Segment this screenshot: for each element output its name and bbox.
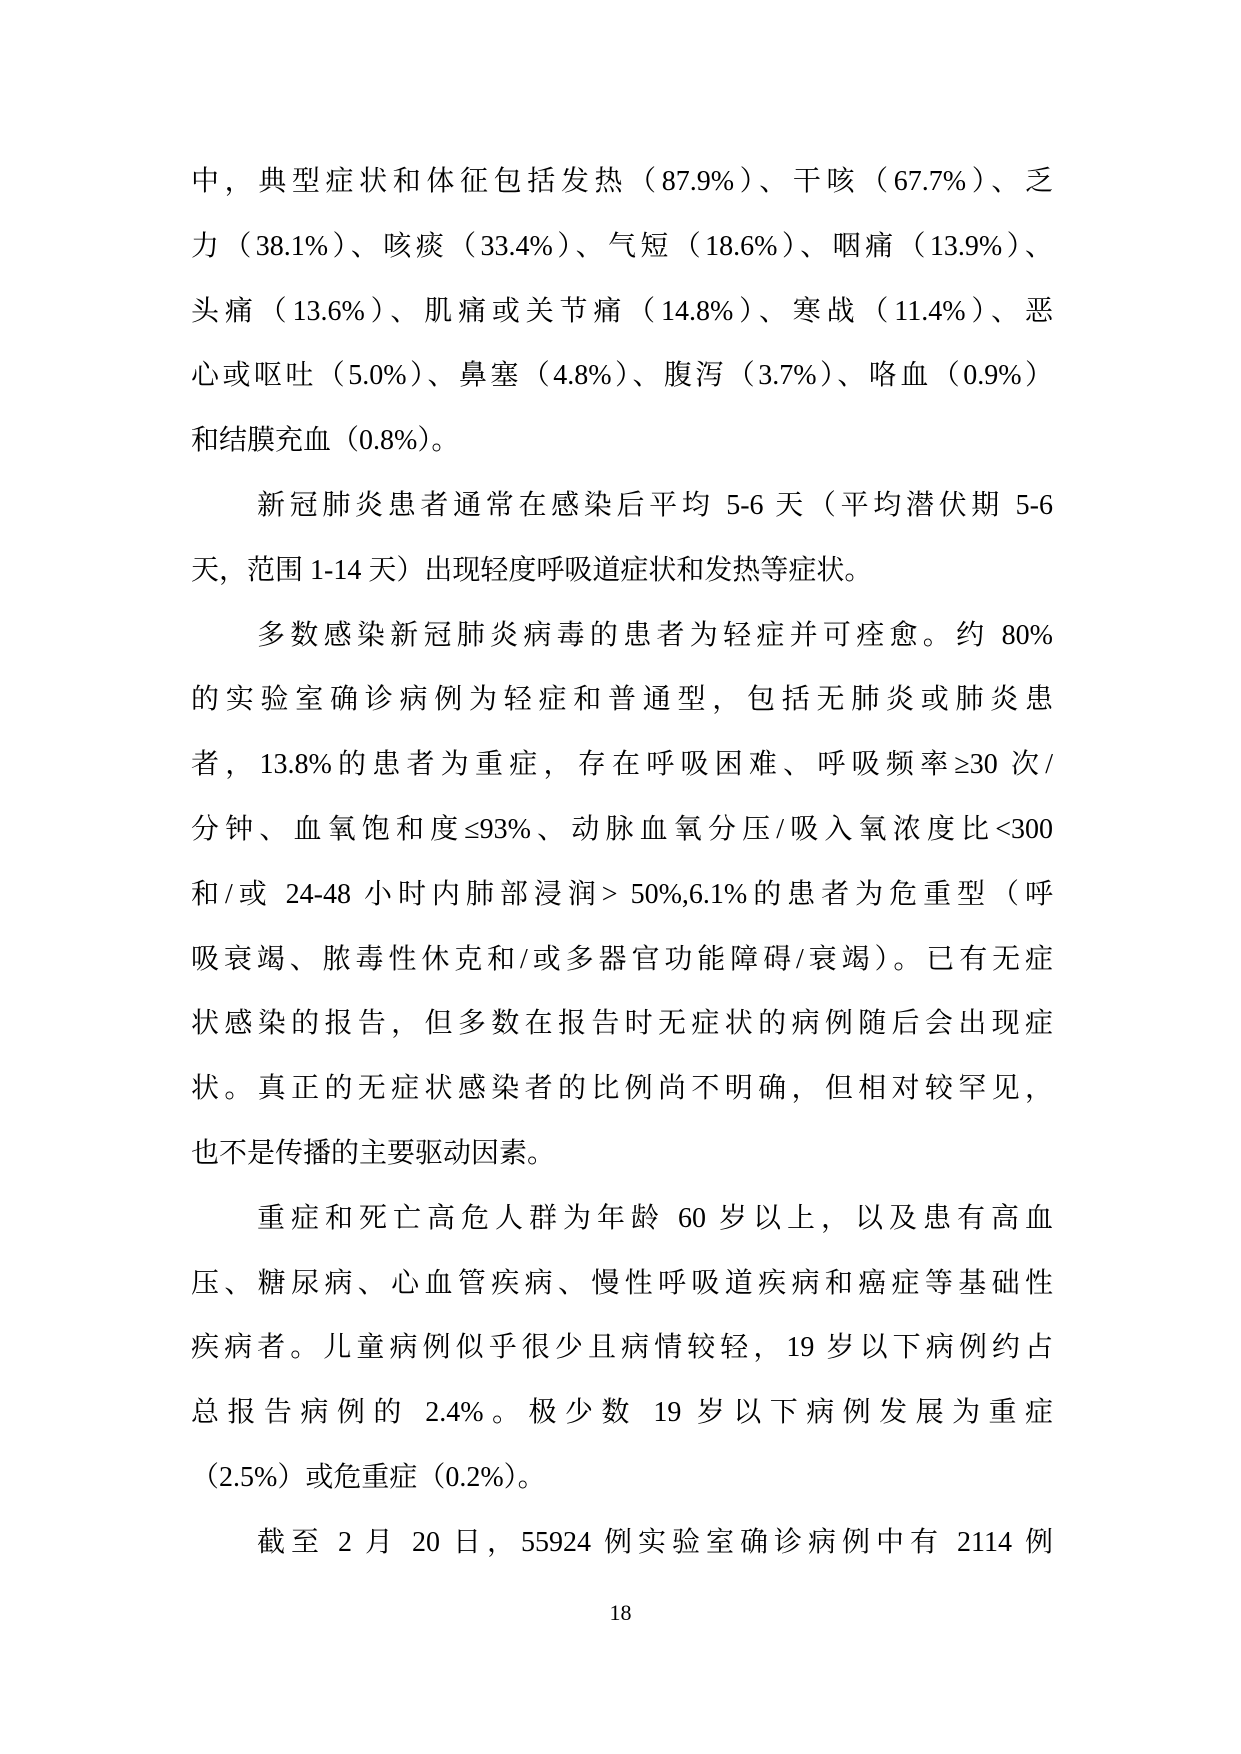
text-line: 状。真正的无症状感染者的比例尚不明确，但相对较罕见， [191,1073,1053,1105]
paragraph [191,1511,1053,1576]
text-line: 力（38.1%）、咳痰（33.4%）、气短（18.6%）、咽痛（13.9%）、 [191,230,1053,262]
paragraph [191,150,1053,474]
text-line: 总报告病例的 2.4%。极少数 19 岁以下病例发展为重症 [191,1397,1053,1429]
text-line: 多数感染新冠肺炎病毒的患者为轻症并可痊愈。约 80% [257,619,1053,651]
paragraph [191,474,1053,604]
text-line: 者，13.8%的患者为重症，存在呼吸困难、呼吸频率≥30 次/ [191,749,1053,781]
text-line: 心或呕吐（5.0%）、鼻塞（4.8%）、腹泻（3.7%）、咯血（0.9%） [191,360,1053,392]
text-line: 和/或 24-48 小时内肺部浸润> 50%,6.1%的患者为危重型（呼 [191,878,1053,910]
text-line: 重症和死亡高危人群为年龄 60 岁以上，以及患有高血 [257,1202,1053,1234]
text-line: 状感染的报告，但多数在报告时无症状的病例随后会出现症 [191,1008,1053,1040]
page-number: 18 [609,1600,632,1625]
text-line: 中，典型症状和体征包括发热（87.9%）、干咳（67.7%）、乏 [191,166,1053,197]
text-line: 疾病者。儿童病例似乎很少且病情较轻，19 岁以下病例约占 [191,1332,1053,1364]
text-line: 的实验室确诊病例为轻症和普通型，包括无肺炎或肺炎患 [191,684,1053,716]
text-line: 分钟、血氧饱和度≤93%、动脉血氧分压/吸入氧浓度比<300 [191,813,1053,845]
text-line: 和结膜充血（0.8%）。 [191,425,460,457]
text-line: （2.5%）或危重症（0.2%）。 [191,1461,546,1493]
text-line: 压、糖尿病、心血管疾病、慢性呼吸道疾病和癌症等基础性 [191,1267,1053,1299]
text-line: 截至 2 月 20 日，55924 例实验室确诊病例中有 2114 例 [257,1526,1053,1558]
text-line: 天，范围 1-14 天）出现轻度呼吸道症状和发热等症状。 [191,554,873,586]
text-line: 也不是传播的主要驱动因素。 [191,1137,556,1169]
text-line: 吸衰竭、脓毒性休克和/或多器官功能障碍/衰竭）。已有无症 [191,943,1053,975]
document-text-block [191,150,1053,1576]
paragraph [191,1187,1053,1511]
text-line: 头痛（13.6%）、肌痛或关节痛（14.8%）、寒战（11.4%）、恶 [191,295,1053,327]
paragraph [191,604,1053,1187]
text-line: 新冠肺炎患者通常在感染后平均 5-6 天（平均潜伏期 5-6 [257,489,1053,521]
